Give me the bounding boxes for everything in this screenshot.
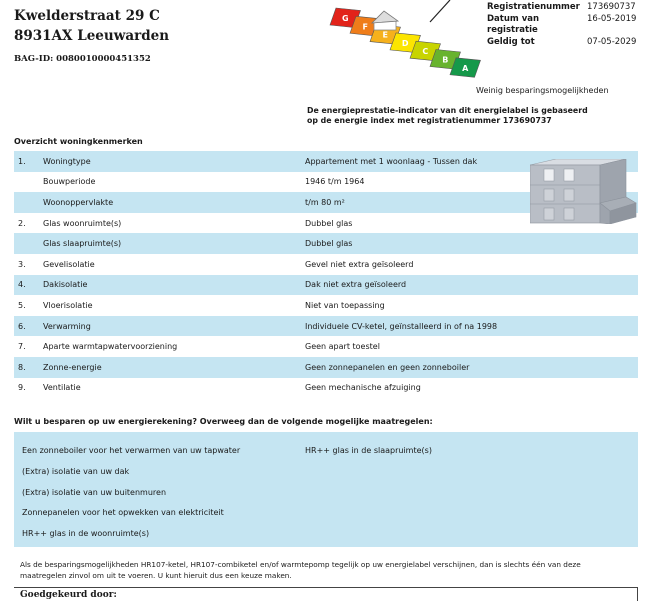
row-name: Dakisolatie xyxy=(43,280,88,290)
table-row xyxy=(14,378,638,399)
table-row xyxy=(14,336,638,357)
house-icon xyxy=(372,11,398,30)
table-row xyxy=(14,254,638,275)
row-value: Gevel niet extra geïsoleerd xyxy=(305,259,414,269)
row-name: Gevelisolatie xyxy=(43,259,95,269)
row-number: 1. xyxy=(18,156,26,166)
row-value: 1946 t/m 1964 xyxy=(305,177,365,187)
row-name: Bouwperiode xyxy=(43,177,96,187)
row-value: Dak niet extra geïsoleerd xyxy=(305,280,407,290)
registration-info xyxy=(487,2,647,48)
row-value: Individuele CV-ketel, geïnstalleerd in of na 1998 xyxy=(305,321,498,331)
registration-value: 07-05-2029 xyxy=(587,36,637,47)
label-band-letter: F xyxy=(362,22,368,32)
registration-row xyxy=(487,14,647,37)
registration-row xyxy=(487,2,647,14)
measure-item: HR++ glas in de woonruimte(s) xyxy=(22,529,150,538)
row-number: 4. xyxy=(18,280,26,290)
address-street: Kwelderstraat 29 C xyxy=(14,8,160,24)
registration-value: 173690737 xyxy=(587,2,636,12)
row-value: Geen mechanische afzuiging xyxy=(305,383,421,393)
measure-item: (Extra) isolatie van uw buitenmuren xyxy=(22,488,167,497)
measure-item: Een zonneboiler voor het verwarmen van uw tapwater xyxy=(22,446,241,455)
registration-label: Geldig tot xyxy=(487,36,535,47)
row-number: 9. xyxy=(18,383,26,393)
label-band-letter: G xyxy=(341,14,349,23)
row-name: Woonoppervlakte xyxy=(43,197,114,207)
label-band-letter: C xyxy=(422,47,429,57)
row-number: 6. xyxy=(18,321,26,331)
label-band-letter: D xyxy=(401,38,409,48)
label-band-letter: E xyxy=(382,30,388,40)
table-row xyxy=(14,275,638,296)
row-value: Appartement met 1 woonlaag - Tussen dak xyxy=(305,156,478,166)
table-row xyxy=(14,357,638,378)
row-number: 3. xyxy=(18,259,26,269)
row-name: Ventilatie xyxy=(43,383,81,393)
approved-by-label: Goedgekeurd door: xyxy=(20,590,117,600)
label-caption: Weinig besparingsmogelijkheden xyxy=(476,86,609,95)
row-number: 5. xyxy=(18,300,26,310)
registration-label: Datum van registratie xyxy=(487,13,540,35)
measures-title: Wilt u besparen op uw energierekening? Overweeg dan de volgende mogelijke maatregelen: xyxy=(14,417,433,426)
divider xyxy=(14,587,638,588)
apartment-building-icon xyxy=(530,159,638,224)
table-row xyxy=(14,295,638,316)
measures-box xyxy=(14,432,638,547)
registration-row xyxy=(487,37,647,49)
indicator-note xyxy=(307,106,588,126)
registration-label: Registratienummer xyxy=(487,2,580,12)
row-name: Verwarming xyxy=(43,321,91,331)
measure-item: (Extra) isolatie van uw dak xyxy=(22,467,130,476)
row-number: 8. xyxy=(18,362,26,372)
row-number: 7. xyxy=(18,342,26,352)
row-number: 2. xyxy=(18,218,26,228)
row-name: Glas slaapruimte(s) xyxy=(43,239,122,249)
address-city: 8931AX Leeuwarden xyxy=(14,28,170,44)
measure-item: Zonnepanelen voor het opwekken van elektriciteit xyxy=(22,508,224,517)
overview-title: Overzicht woningkenmerken xyxy=(14,137,143,146)
label-band-letter: A xyxy=(462,63,469,73)
footnote: Als de besparingsmogelijkheden HR107-ketel, HR107-combiketel en/of warmtepomp tegelijk op uw energielabel verschijnen, dan is slechts één van deze maatregelen zinvol om uit te voeren. U kunt hieruit dus een keuze maken. xyxy=(20,560,581,580)
row-name: Woningtype xyxy=(43,156,91,166)
indicator-note-line: op de energie index met registratienummer 173690737 xyxy=(307,116,552,125)
measure-item: HR++ glas in de slaapruimte(s) xyxy=(305,446,432,455)
row-value: Geen apart toestel xyxy=(305,342,380,352)
row-name: Glas woonruimte(s) xyxy=(43,218,122,228)
indicator-note-line: De energieprestatie-indicator van dit energielabel is gebaseerd xyxy=(307,106,588,115)
table-row xyxy=(14,316,638,337)
row-value: t/m 80 m² xyxy=(305,197,345,207)
registration-value: 16-05-2019 xyxy=(587,13,637,24)
row-value: Dubbel glas xyxy=(305,239,353,249)
row-name: Vloerisolatie xyxy=(43,300,93,310)
indicator-line xyxy=(430,0,450,22)
row-value: Dubbel glas xyxy=(305,218,353,228)
row-name: Zonne-energie xyxy=(43,362,102,372)
label-band-letter: B xyxy=(442,55,449,65)
row-value: Niet van toepassing xyxy=(305,300,385,310)
row-value: Geen zonnepanelen en geen zonneboiler xyxy=(305,362,470,372)
row-name: Aparte warmtapwatervoorziening xyxy=(43,342,178,352)
table-row xyxy=(14,233,638,254)
divider xyxy=(637,587,638,601)
bag-id: BAG-ID: 0080010000451352 xyxy=(14,54,151,64)
